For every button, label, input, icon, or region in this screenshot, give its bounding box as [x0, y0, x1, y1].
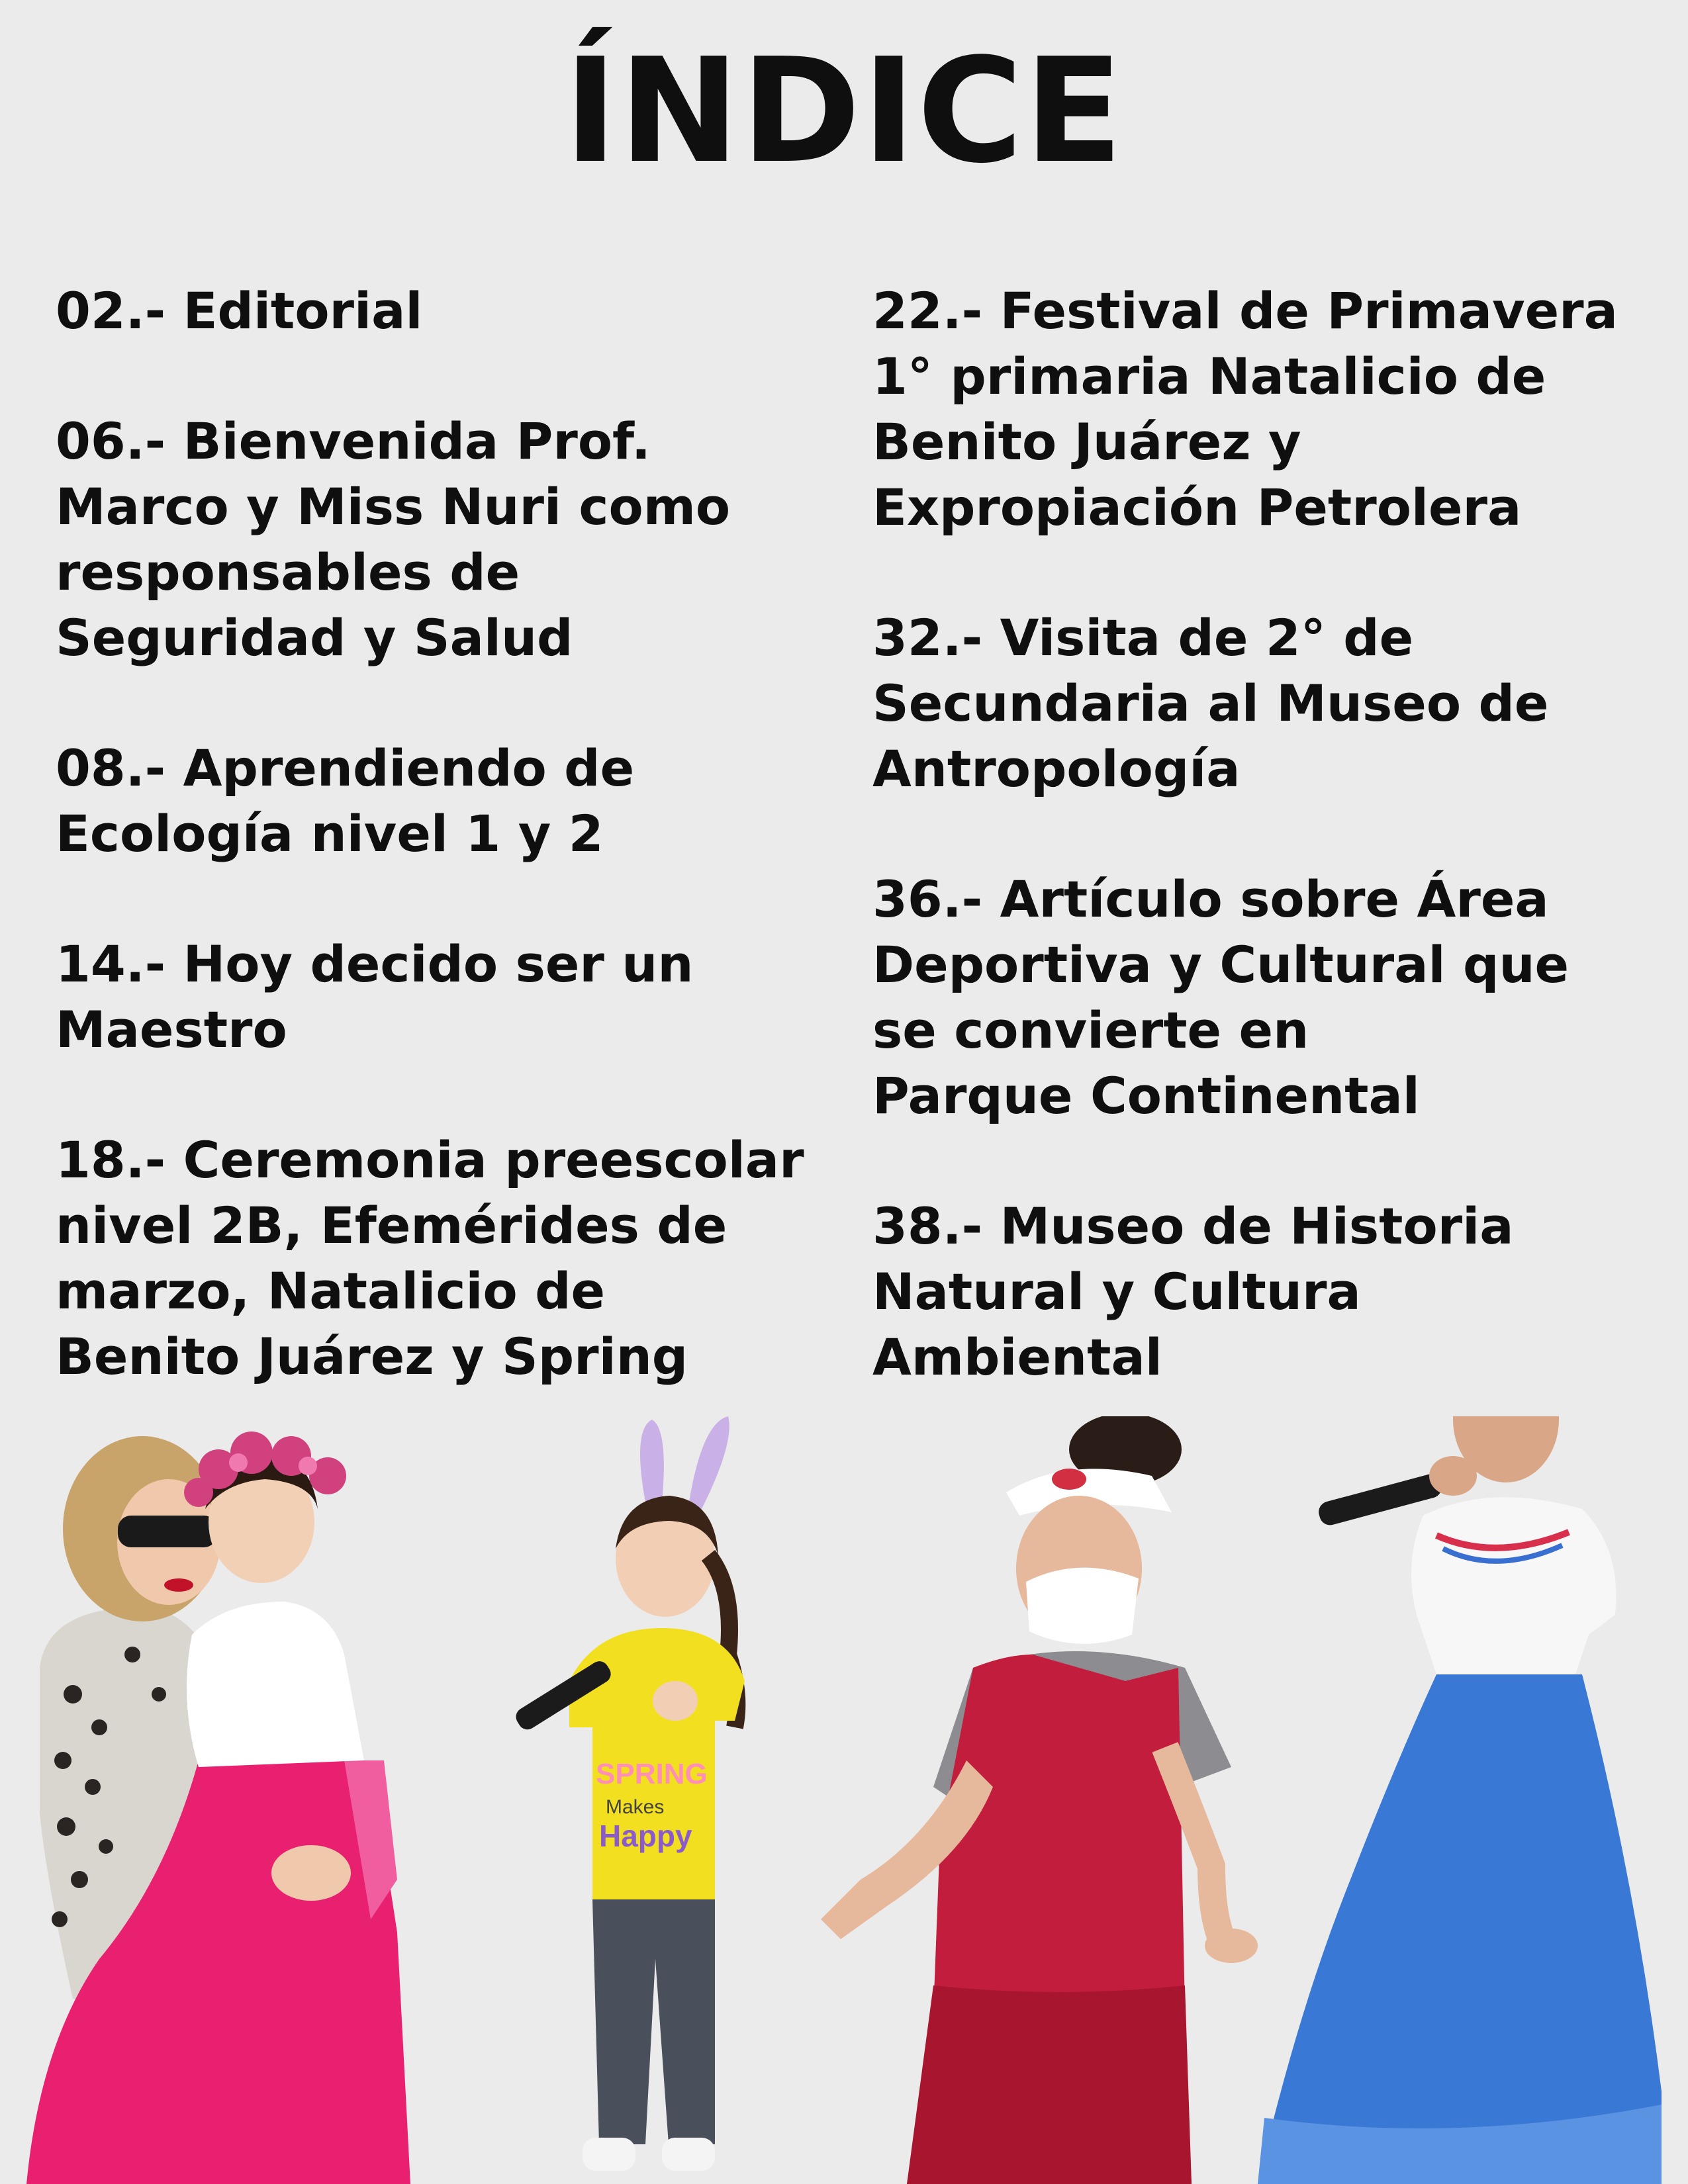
toc-line: Marco y Miss Nuri como: [56, 477, 731, 536]
toc-line: 32.- Visita de 2° de: [872, 608, 1414, 667]
photo-woman-holding-girl: [26, 1432, 410, 2184]
toc-line: Maestro: [56, 1000, 287, 1059]
toc-left-column: [56, 278, 850, 1454]
photo-girl-blue-skirt: [1258, 1416, 1662, 2184]
shirt-text-makes: Makes: [606, 1796, 665, 1818]
toc-right-column: [872, 278, 1667, 1455]
toc-line: 1° primaria Natalicio de: [872, 347, 1546, 406]
toc-entry-ceremonia[interactable]: [56, 1127, 850, 1389]
toc-entry-visita-museo[interactable]: [872, 605, 1667, 801]
toc-line: Natural y Cultura: [872, 1262, 1361, 1321]
toc-line: Seguridad y Salud: [56, 608, 573, 667]
toc-line: Expropiación Petrolera: [872, 478, 1522, 537]
toc-entry-maestro[interactable]: [56, 931, 850, 1062]
toc-entry-editorial[interactable]: [56, 278, 850, 343]
toc-line: Antropología: [872, 739, 1241, 798]
toc-line: 06.- Bienvenida Prof.: [56, 412, 651, 471]
toc-entry-museo-historia[interactable]: [872, 1193, 1667, 1390]
toc-line: Secundaria al Museo de: [872, 674, 1549, 733]
photo-woman-red-apron: [821, 1416, 1258, 2184]
toc-line: 36.- Artículo sobre Área: [872, 870, 1549, 929]
toc-line: 18.- Ceremonia preescolar: [56, 1130, 804, 1189]
toc-line: nivel 2B, Efemérides de: [56, 1196, 727, 1255]
toc-line: Benito Juárez y: [872, 412, 1301, 471]
toc-line: marzo, Natalicio de: [56, 1261, 606, 1320]
toc-line: 22.- Festival de Primavera: [872, 281, 1618, 340]
toc-entry-articulo[interactable]: [872, 866, 1667, 1128]
toc-line: 08.- Aprendiendo de: [56, 739, 635, 797]
toc-line: Benito Juárez y Spring: [56, 1327, 688, 1386]
toc-line: Ambiental: [872, 1328, 1162, 1387]
toc-entry-ecologia[interactable]: [56, 735, 850, 866]
toc-entry-festival[interactable]: [872, 278, 1667, 540]
toc-line: responsables de: [56, 543, 520, 602]
toc-line: Ecología nivel 1 y 2: [56, 804, 604, 863]
photo-child-bunny-ears: [512, 1416, 745, 2171]
toc-line: 38.- Museo de Historia: [872, 1197, 1514, 1255]
toc-entry-bienvenida[interactable]: [56, 408, 850, 670]
photo-collage: [0, 1416, 1688, 2184]
toc-line: 14.- Hoy decido ser un: [56, 934, 694, 993]
toc-line: Deportiva y Cultural que: [872, 935, 1570, 994]
toc-line: Parque Continental: [872, 1066, 1420, 1125]
page-title: ÍNDICE: [563, 28, 1125, 195]
shirt-text-spring: SPRING: [596, 1758, 708, 1790]
toc-line: 02.- Editorial: [56, 281, 423, 340]
toc-line: se convierte en: [872, 1001, 1309, 1060]
shirt-text-happy: Happy: [599, 1819, 692, 1853]
